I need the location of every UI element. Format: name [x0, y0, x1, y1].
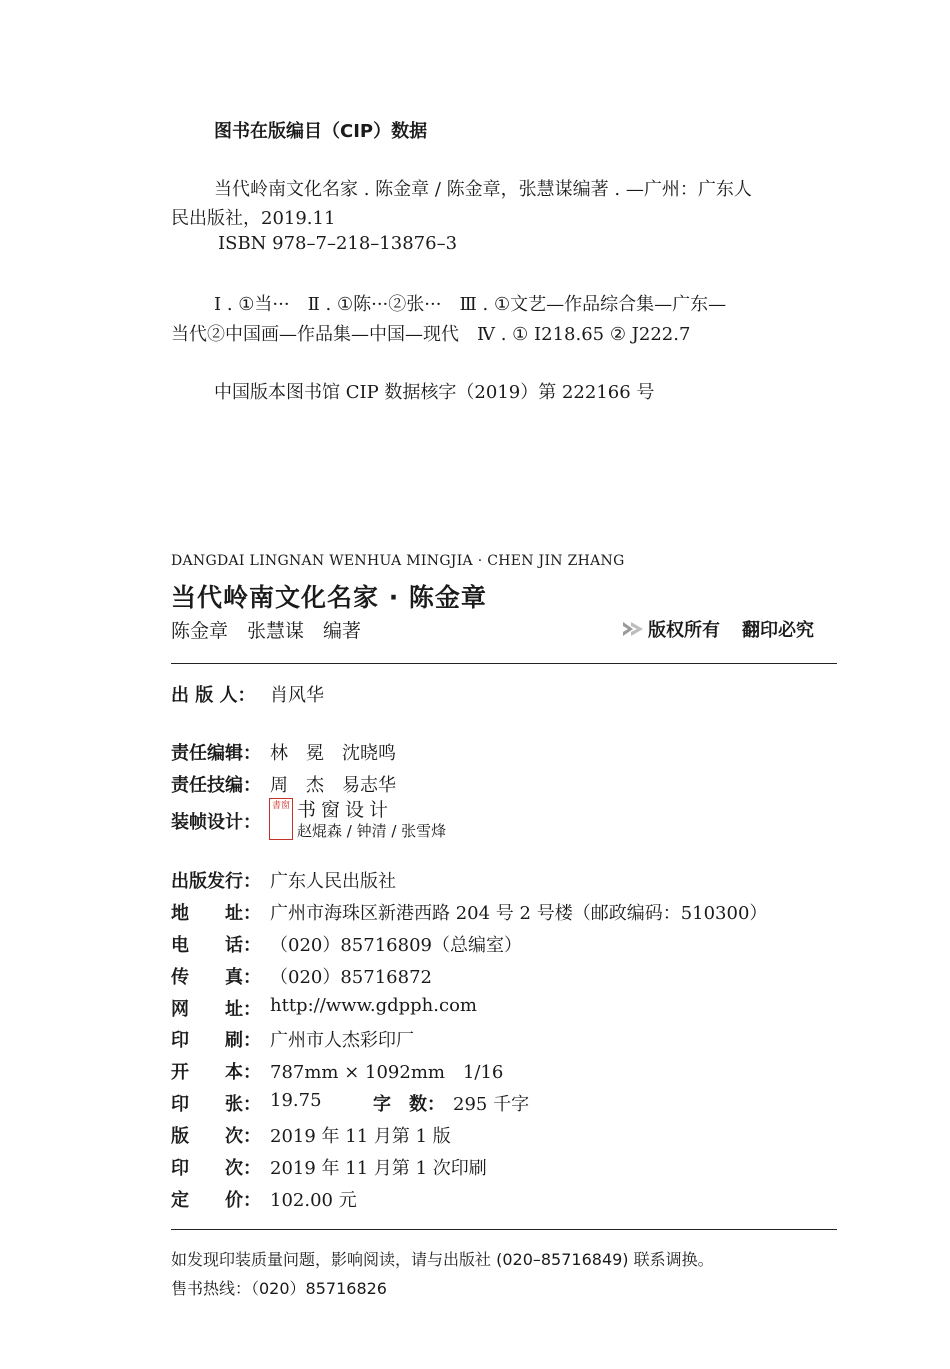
- detail-value: （020）85716872: [270, 967, 432, 988]
- copyright-right: 翻印必究: [742, 620, 814, 641]
- cip-library-number: 中国版本图书馆 CIP 数据核字（2019）第 222166 号: [214, 382, 655, 403]
- design-label: 装帧设计：: [171, 812, 261, 833]
- publisher-value: 肖风华: [270, 685, 324, 706]
- quality-notice: 如发现印装质量问题，影响阅读，请与出版社 (020–85716849) 联系调换。: [171, 1250, 714, 1269]
- design-studio: 书窗设计: [297, 799, 394, 821]
- detail-label: 印 刷：: [171, 1030, 261, 1051]
- publisher-label: 出 版 人：: [171, 685, 256, 706]
- authors: 陈金章 张慧谋 编著: [171, 620, 362, 642]
- detail-label: 印 张：: [171, 1094, 261, 1115]
- copyright-notice: [622, 616, 814, 642]
- design-names: 赵焜森 / 钟清 / 张雪烽: [297, 822, 447, 840]
- divider-bottom: [171, 1229, 837, 1230]
- editor-label: 责任编辑：: [171, 743, 261, 764]
- sales-hotline: 售书热线：（020）85716826: [171, 1279, 387, 1298]
- detail-value: 广州市人杰彩印厂: [270, 1030, 414, 1051]
- detail-value: 2019 年 11 月第 1 次印刷: [270, 1158, 487, 1179]
- detail-value: 19.75: [270, 1090, 322, 1111]
- chevron-icon: [622, 620, 644, 638]
- chinese-title: 当代岭南文化名家 · 陈金章: [171, 583, 487, 612]
- detail-label: 网 址：: [171, 999, 261, 1020]
- detail-value: （020）85716809（总编室）: [270, 935, 522, 956]
- word-count-value: 295 千字: [453, 1094, 530, 1115]
- detail-label: 出版发行：: [171, 871, 261, 892]
- detail-label: 电 话：: [171, 935, 261, 956]
- detail-value: 787mm × 1092mm 1/16: [270, 1062, 504, 1083]
- studio-seal-logo: 書窗: [269, 798, 293, 840]
- detail-value: 102.00 元: [270, 1190, 357, 1211]
- cip-description-line1: 当代岭南文化名家 . 陈金章 / 陈金章，张慧谋编著 . —广州：广东人: [214, 179, 752, 200]
- english-title: DANGDAI LINGNAN WENHUA MINGJIA · CHEN JIN ZHANG: [171, 553, 625, 569]
- detail-value: http://www.gdpph.com: [270, 995, 477, 1016]
- tech-editor-label: 责任技编：: [171, 775, 261, 796]
- cip-isbn: ISBN 978–7–218–13876–3: [218, 233, 458, 254]
- detail-value: 广东人民出版社: [270, 871, 396, 892]
- detail-value: 广州市海珠区新港西路 204 号 2 号楼（邮政编码：510300）: [270, 903, 768, 924]
- detail-value: 2019 年 11 月第 1 版: [270, 1126, 451, 1147]
- detail-label: 地 址：: [171, 903, 261, 924]
- tech-editor-value: 周 杰 易志华: [270, 775, 396, 796]
- detail-label: 印 次：: [171, 1158, 261, 1179]
- divider-top: [171, 663, 837, 664]
- detail-label: 传 真：: [171, 967, 261, 988]
- detail-label: 开 本：: [171, 1062, 261, 1083]
- detail-label: 定 价：: [171, 1190, 261, 1211]
- cip-description-line2: 民出版社，2019.11: [171, 208, 336, 229]
- cip-classification-line1: Ⅰ . ①当··· Ⅱ . ①陈···②张··· Ⅲ . ①文艺—作品综合集—广东—: [214, 294, 727, 315]
- copyright-left: 版权所有: [648, 620, 720, 641]
- editor-value: 林 冕 沈晓鸣: [270, 743, 396, 764]
- cip-heading: 图书在版编目（CIP）数据: [214, 121, 428, 142]
- cip-classification-line2: 当代②中国画—作品集—中国—现代 Ⅳ . ① I218.65 ② J222.7: [171, 324, 691, 345]
- word-count-label: 字 数：: [373, 1094, 445, 1115]
- detail-label: 版 次：: [171, 1126, 261, 1147]
